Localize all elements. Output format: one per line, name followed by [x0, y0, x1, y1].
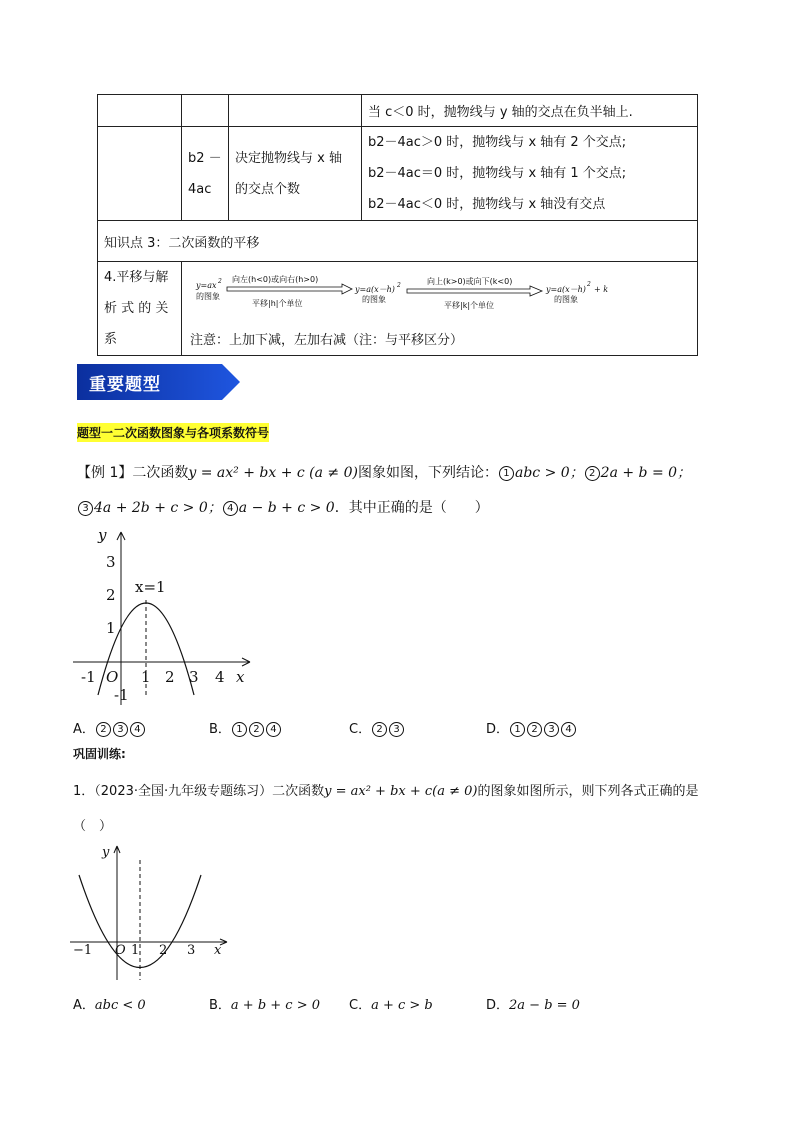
flow-start-label: 的图象 [196, 292, 220, 301]
x-tick-1: 1 [141, 668, 151, 686]
option-letter: A． [73, 722, 95, 737]
option-d[interactable] [486, 994, 580, 1013]
flow-arrow-2 [407, 286, 542, 296]
x-axis-label: x [214, 943, 222, 958]
section-title-band [77, 364, 217, 400]
circled-number: 3 [78, 501, 93, 516]
circled-number: 2 [372, 722, 387, 737]
flow-end-eq: y=a(x－h) [546, 285, 586, 294]
cell-meaning [229, 127, 362, 221]
cell-empty [98, 127, 182, 221]
option-letter: D． [486, 722, 510, 737]
x-tick-neg1: −1 [73, 943, 93, 958]
cell-text: 4.平移与解 [104, 270, 169, 285]
option-letter: B． [209, 998, 231, 1013]
question1-suffix: 的图象如图所示，则下列各式正确的是 [477, 784, 699, 799]
flow-end-sup: 2 [587, 281, 591, 288]
claim-3: 4a + 2b + c > 0； [94, 500, 222, 516]
cell-translation-flow [182, 262, 698, 356]
section-title: 重要题型 [89, 375, 161, 395]
cell-text: b2－4ac＜0 时，抛物线与 x 轴没有交点 [368, 197, 606, 212]
option-c[interactable] [349, 994, 433, 1013]
y-tick-3: 3 [106, 553, 116, 571]
circled-number: 4 [223, 501, 238, 516]
circled-number: 1 [510, 722, 525, 737]
knowledge-table [97, 94, 698, 356]
circled-number: 2 [249, 722, 264, 737]
origin-label: O [115, 943, 126, 958]
option-text: abc < 0 [94, 998, 146, 1013]
option-a[interactable] [73, 718, 146, 737]
flow-mid-sup: 2 [397, 282, 401, 289]
x-tick-2: 2 [159, 943, 168, 958]
circled-number: 4 [130, 722, 145, 737]
option-b[interactable] [209, 994, 320, 1013]
example1-eq: y = ax² + bx + c (a ≠ 0) [188, 465, 358, 481]
circled-number: 2 [527, 722, 542, 737]
flow-end-tail: + k [594, 285, 609, 294]
cell-text: b2－4ac＝0 时，抛物线与 x 轴有 1 个交点; [368, 166, 627, 181]
knowledge-point-3: 知识点 3：二次函数的平移 [98, 221, 698, 262]
flow-start-eq: y=ax [196, 281, 217, 290]
cell-discriminant [362, 127, 698, 221]
question1-options [73, 994, 713, 1014]
cell-text: 析 式 的 关 [104, 301, 169, 316]
circled-number: 1 [232, 722, 247, 737]
circled-number: 4 [266, 722, 281, 737]
x-tick-3: 3 [189, 668, 199, 686]
question1-graph [62, 840, 242, 990]
origin-label: O [106, 668, 119, 686]
example1-prefix: 【例 1】二次函数 [77, 465, 189, 481]
example1-line1 [77, 462, 691, 482]
cell-empty [98, 95, 182, 127]
circled-number: 2 [585, 466, 600, 481]
symmetry-axis-label: x=1 [135, 578, 166, 596]
claim-2: 2a + b = 0； [600, 465, 692, 481]
x-tick-2: 2 [165, 668, 175, 686]
x-axis-label: x [236, 668, 245, 686]
y-tick-2: 2 [106, 586, 116, 604]
type1-heading: 题型一二次函数图象与各项系数符号 [77, 423, 269, 442]
example1-options [73, 718, 713, 738]
flow-end-label: 的图象 [554, 295, 578, 304]
flow-arrow-1 [227, 284, 352, 294]
example1-tail: ．其中正确的是（ ） [334, 500, 489, 516]
circled-number: 2 [96, 722, 111, 737]
x-tick-neg1: -1 [81, 668, 96, 686]
option-letter: C． [349, 998, 372, 1013]
option-a[interactable] [73, 994, 146, 1013]
option-letter: A． [73, 998, 95, 1013]
translation-note: 注意：上加下减，左加右减（注：与平移区分） [190, 333, 464, 348]
claim-1: abc > 0； [514, 465, 584, 481]
circled-number: 4 [561, 722, 576, 737]
cell-b2-4ac [182, 127, 229, 221]
circled-number: 3 [544, 722, 559, 737]
question1-paren: （ ） [73, 819, 113, 834]
y-axis-label: y [102, 845, 110, 860]
cell-translation-label [98, 262, 182, 356]
flow-arrow1-bottom: 平移|h|个单位 [252, 299, 303, 308]
option-d[interactable] [486, 718, 577, 737]
flow-arrow2-bottom: 平移|k|个单位 [444, 301, 495, 310]
question1-eq: y = ax² + bx + c(a ≠ 0) [324, 784, 478, 799]
circled-number: 3 [113, 722, 128, 737]
example1-graph [65, 520, 265, 710]
option-c[interactable] [349, 718, 405, 737]
x-tick-3: 3 [187, 943, 196, 958]
option-text: a + b + c > 0 [230, 998, 321, 1013]
flow-start-sup: 2 [218, 278, 222, 285]
cell-text: 决定抛物线与 x 轴 [235, 150, 342, 166]
cell-text: 的交点个数 [235, 181, 301, 197]
cell-text: b2 － [188, 150, 222, 166]
flow-arrow1-top: 向左(h<0)或向右(h>0) [232, 275, 319, 284]
cell-empty [182, 95, 229, 127]
y-axis-label: y [98, 526, 107, 544]
flow-arrow2-top: 向上(k>0)或向下(k<0) [427, 277, 513, 286]
cell-c-negative: 当 c＜0 时，抛物线与 y 轴的交点在负半轴上. [362, 95, 698, 127]
option-text: a + c > b [371, 998, 433, 1013]
cell-empty [229, 95, 362, 127]
x-tick-4: 4 [215, 668, 225, 686]
practice-title: 巩固训练: [73, 747, 126, 761]
option-text: 2a − b = 0 [509, 998, 580, 1013]
flow-mid-label: 的图象 [362, 295, 386, 304]
cell-text: b2－4ac＞0 时，抛物线与 x 轴有 2 个交点; [368, 135, 627, 150]
claim-4: a − b + c > 0 [238, 500, 335, 516]
option-letter: D． [486, 998, 510, 1013]
option-letter: C． [349, 722, 372, 737]
y-tick-1: 1 [106, 619, 116, 637]
circled-number: 3 [389, 722, 404, 737]
translation-flow-diagram [182, 262, 697, 352]
example1-line2 [77, 497, 489, 517]
example1-suffix: 图象如图，下列结论： [357, 465, 498, 481]
x-tick-1: 1 [131, 943, 140, 958]
cell-text: 系 [104, 332, 118, 347]
question1-line1 [73, 780, 699, 799]
question1-prefix: 1．（2023·全国·九年级专题练习）二次函数 [73, 784, 325, 799]
option-b[interactable] [209, 718, 282, 737]
cell-text: 4ac [188, 181, 212, 197]
circled-number: 1 [499, 466, 514, 481]
option-letter: B． [209, 722, 231, 737]
y-tick-neg1: -1 [114, 686, 129, 704]
flow-mid-eq: y=a(x－h) [355, 285, 395, 294]
